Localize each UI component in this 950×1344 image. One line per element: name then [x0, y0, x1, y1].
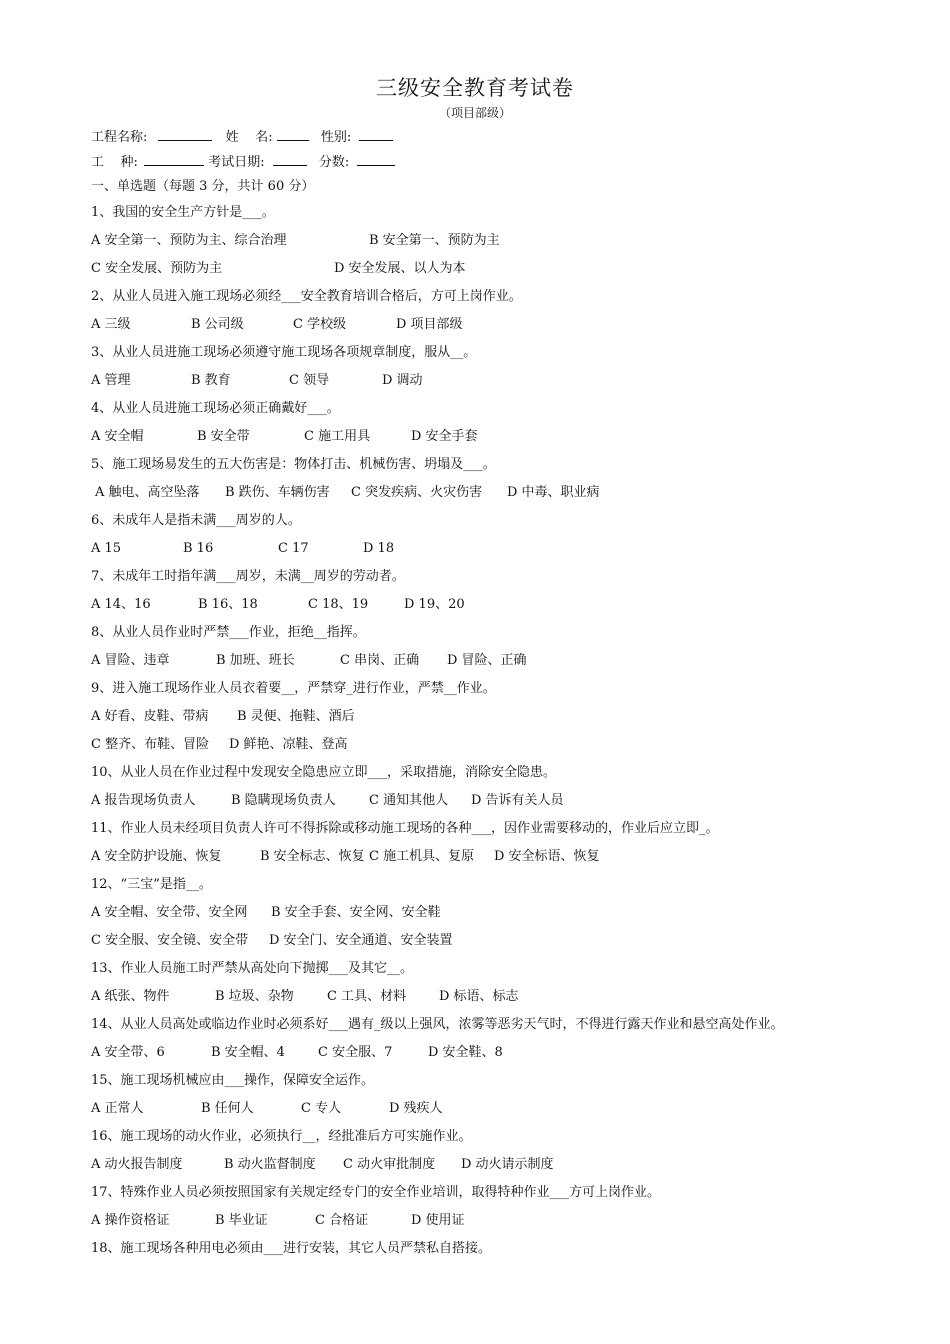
answer-option[interactable]: B 灵便、拖鞋、酒后: [237, 709, 355, 724]
option-row: [91, 316, 851, 334]
project-blank: [158, 128, 212, 141]
question-text: 1、我国的安全生产方针是___。: [91, 205, 275, 220]
answer-option[interactable]: C 专人: [301, 1101, 342, 1116]
job-blank: [144, 153, 204, 166]
answer-option[interactable]: B 安全手套、安全网、安全鞋: [271, 905, 441, 920]
name-blank: [277, 128, 309, 141]
option-row: [91, 932, 851, 950]
answer-option[interactable]: D 中毒、职业病: [507, 485, 600, 500]
answer-option[interactable]: D 告诉有关人员: [471, 793, 564, 808]
answer-option[interactable]: B 隐瞒现场负责人: [231, 793, 336, 808]
option-row: [91, 988, 851, 1006]
answer-option[interactable]: C 安全服、7: [318, 1045, 393, 1060]
option-row: [91, 260, 851, 278]
answer-option[interactable]: C 串岗、正确: [340, 653, 420, 668]
answer-option[interactable]: D 安全手套: [411, 429, 478, 444]
question-text: 15、施工现场机械应由___操作，保障安全运作。: [91, 1073, 375, 1088]
option-row: [91, 232, 851, 250]
answer-option[interactable]: B 16、18: [198, 597, 258, 612]
answer-option[interactable]: A 安全第一、预防为主、综合治理: [91, 233, 287, 248]
answer-option[interactable]: A 管理: [91, 373, 131, 388]
option-row: [91, 848, 851, 866]
answer-option[interactable]: A 操作资格证: [91, 1213, 170, 1228]
answer-option[interactable]: D 安全鞋、8: [428, 1045, 503, 1060]
option-row: [91, 904, 851, 922]
question-text: 18、施工现场各种用电必须由___进行安装，其它人员严禁私自搭接。: [91, 1241, 492, 1256]
answer-option[interactable]: C 领导: [289, 373, 330, 388]
answer-option[interactable]: D 19、20: [404, 597, 465, 612]
answer-option[interactable]: B 16: [183, 541, 214, 556]
answer-option[interactable]: D 残疾人: [389, 1101, 443, 1116]
header-row-1: [91, 128, 393, 147]
question-text: 5、施工现场易发生的五大伤害是：物体打击、机械伤害、坍塌及___。: [91, 457, 496, 472]
answer-option[interactable]: A 安全帽: [91, 429, 144, 444]
gender-blank: [359, 128, 393, 141]
answer-option[interactable]: D 鲜艳、凉鞋、登高: [229, 737, 348, 752]
answer-option[interactable]: A 15: [91, 541, 122, 556]
answer-option[interactable]: D 安全发展、以人为本: [334, 261, 466, 276]
option-row: [91, 736, 851, 754]
answer-option[interactable]: D 动火请示制度: [461, 1157, 554, 1172]
question-text: 9、进入施工现场作业人员衣着要__，严禁穿_进行作业，严禁__作业。: [91, 681, 496, 696]
question-text: 16、施工现场的动火作业，必须执行__，经批准后方可实施作业。: [91, 1129, 472, 1144]
question-text: 13、作业人员施工时严禁从高处向下抛掷___及其它__。: [91, 961, 414, 976]
answer-option[interactable]: B 公司级: [191, 317, 244, 332]
answer-option[interactable]: A 14、16: [91, 597, 151, 612]
answer-option[interactable]: A 好看、皮鞋、带病: [91, 709, 209, 724]
answer-option[interactable]: C 通知其他人: [369, 793, 449, 808]
answer-option[interactable]: C 整齐、布鞋、冒险: [91, 737, 210, 752]
answer-option[interactable]: B 安全带: [197, 429, 250, 444]
answer-option[interactable]: C 工具、材料: [327, 989, 407, 1004]
score-label: 分数:: [318, 155, 350, 170]
answer-option[interactable]: A 安全带、6: [91, 1045, 165, 1060]
date-blank: [273, 153, 307, 166]
answer-option[interactable]: B 安全标志、恢复: [260, 849, 365, 864]
option-row: [91, 708, 851, 726]
answer-option[interactable]: B 安全第一、预防为主: [369, 233, 500, 248]
header-row-2: [91, 153, 395, 172]
answer-option[interactable]: A 安全防护设施、恢复: [91, 849, 222, 864]
answer-option[interactable]: A 三级: [91, 317, 131, 332]
question-text: 17、特殊作业人员必须按照国家有关规定经专门的安全作业培训，取得特种作业___方可上岗作业。: [91, 1185, 661, 1200]
question-text: 12、“三宝”是指__。: [91, 877, 212, 892]
answer-option[interactable]: B 任何人: [201, 1101, 254, 1116]
answer-option[interactable]: D 冒险、正确: [447, 653, 527, 668]
option-row: [91, 1156, 851, 1174]
answer-option[interactable]: A 触电、高空坠落: [95, 485, 200, 500]
answer-option[interactable]: C 合格证: [315, 1213, 369, 1228]
answer-option[interactable]: A 报告现场负责人: [91, 793, 196, 808]
question-text: 3、从业人员进施工现场必须遵守施工现场各项规章制度，服从__。: [91, 345, 477, 360]
gender-label: 性别:: [320, 130, 352, 145]
answer-option[interactable]: A 纸张、物件: [91, 989, 170, 1004]
question-text: 14、从业人员高处或临边作业时必须系好___遇有_级以上强风，浓雾等恶劣天气时，不得进行露天作业和悬空高处作业。: [91, 1017, 784, 1032]
project-label: 工程名称:: [91, 130, 148, 145]
score-blank: [357, 153, 395, 166]
answer-option[interactable]: B 动火监督制度: [224, 1157, 316, 1172]
name-label: 姓 名:: [225, 130, 273, 145]
option-row: [91, 652, 851, 670]
question-text: 2、从业人员进入施工现场必须经___安全教育培训合格后，方可上岗作业。: [91, 289, 522, 304]
question-text: 6、未成年人是指未满___周岁的人。: [91, 513, 301, 528]
answer-option[interactable]: C 安全服、安全镜、安全带: [91, 933, 249, 948]
question-text: 4、从业人员进施工现场必须正确戴好___。: [91, 401, 340, 416]
answer-option[interactable]: C 学校级: [293, 317, 347, 332]
option-row: [91, 428, 851, 446]
answer-option[interactable]: A 安全帽、安全带、安全网: [91, 905, 248, 920]
answer-option[interactable]: D 项目部级: [396, 317, 463, 332]
option-row: [91, 596, 851, 614]
question-text: 11、作业人员未经项目负责人许可不得拆除或移动施工现场的各种___，因作业需要移动的，作业后应立即_。: [91, 821, 719, 836]
question-text: 10、从业人员在作业过程中发现安全隐患应立即___，采取措施，消除安全隐患。: [91, 765, 557, 780]
answer-option[interactable]: C 动火审批制度: [343, 1157, 436, 1172]
answer-option[interactable]: B 安全帽、4: [211, 1045, 285, 1060]
job-label: 工 种:: [91, 155, 138, 170]
answer-option[interactable]: D 使用证: [411, 1213, 465, 1228]
question-text: 7、未成年工时指年满___周岁，未满__周岁的劳动者。: [91, 569, 405, 584]
section-heading: 一、单选题（每题 3 分，共计 60 分）: [91, 179, 315, 194]
exam-title: 三级安全教育考试卷: [376, 76, 574, 100]
answer-option[interactable]: D 安全门、安全通道、安全装置: [269, 933, 453, 948]
option-row: [91, 1212, 851, 1230]
answer-option[interactable]: C 施工用具: [304, 429, 371, 444]
answer-option[interactable]: A 动火报告制度: [91, 1157, 183, 1172]
answer-option[interactable]: B 跌伤、车辆伤害: [225, 485, 330, 500]
answer-option[interactable]: C 18、19: [308, 597, 369, 612]
option-row: [91, 1044, 851, 1062]
exam-subtitle: （项目部级）: [438, 106, 511, 120]
answer-option[interactable]: B 加班、班长: [216, 653, 295, 668]
question-text: 8、从业人员作业时严禁___作业，拒绝__指挥。: [91, 625, 366, 640]
date-label: 考试日期:: [208, 155, 265, 170]
answer-option[interactable]: C 安全发展、预防为主: [91, 261, 223, 276]
option-row: [91, 372, 851, 390]
answer-option[interactable]: D 18: [363, 541, 395, 556]
answer-option[interactable]: B 教育: [191, 373, 231, 388]
answer-option[interactable]: B 毕业证: [215, 1213, 268, 1228]
option-row: [91, 540, 851, 558]
option-row: [91, 484, 851, 502]
answer-option[interactable]: D 标语、标志: [439, 989, 519, 1004]
answer-option[interactable]: D 调动: [382, 373, 423, 388]
answer-option[interactable]: C 施工机具、复原: [369, 849, 475, 864]
answer-option[interactable]: A 冒险、违章: [91, 653, 170, 668]
option-row: [91, 1100, 851, 1118]
answer-option[interactable]: C 突发疾病、火灾伤害: [351, 485, 483, 500]
answer-option[interactable]: B 垃圾、杂物: [215, 989, 294, 1004]
answer-option[interactable]: A 正常人: [91, 1101, 144, 1116]
option-row: [91, 792, 851, 810]
answer-option[interactable]: D 安全标语、恢复: [494, 849, 600, 864]
answer-option[interactable]: C 17: [278, 541, 309, 556]
